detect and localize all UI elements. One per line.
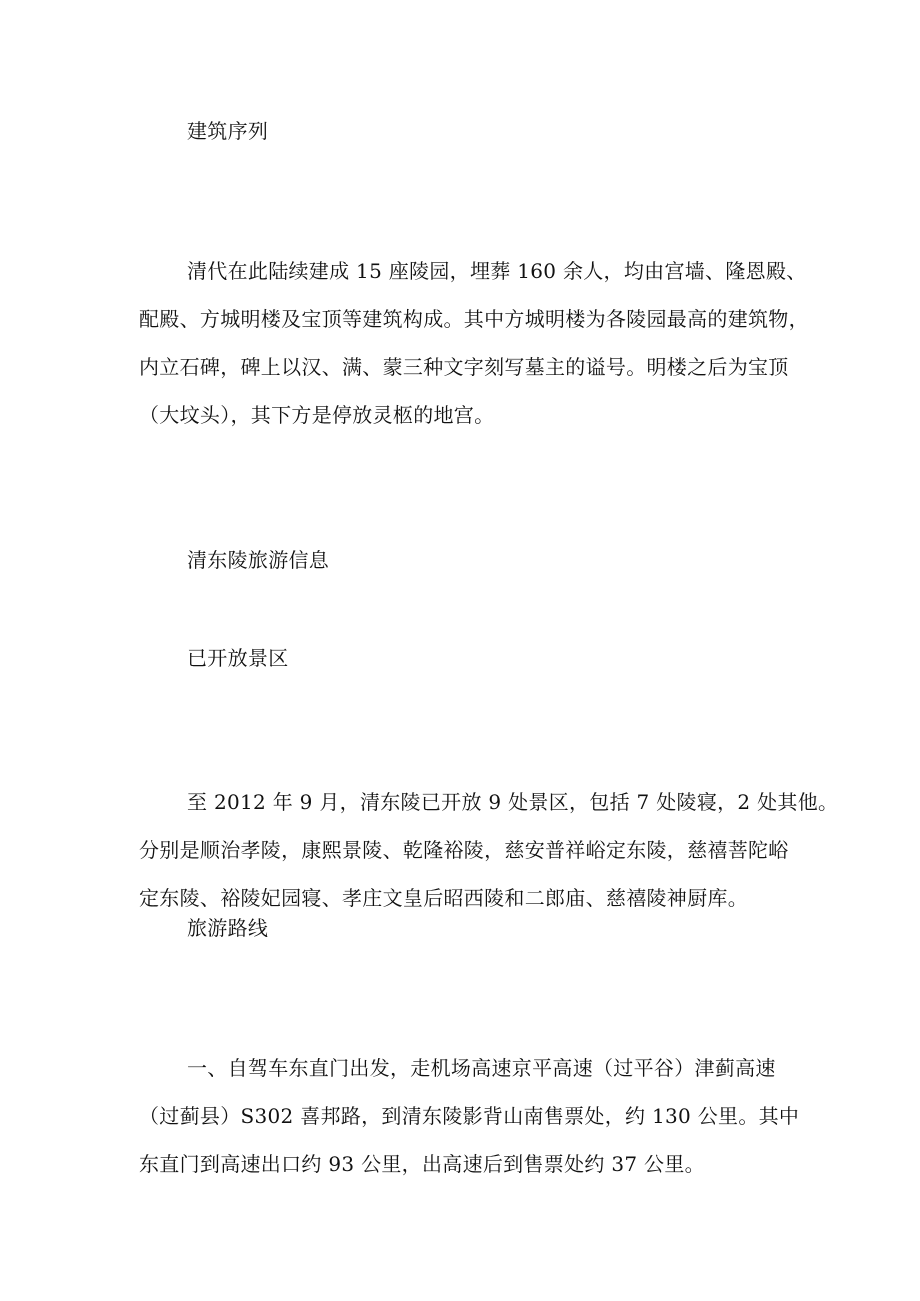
heading-route: 旅游路线 <box>187 916 269 940</box>
paragraph-line: （大坟头），其下方是停放灵柩的地宫。 <box>139 403 495 427</box>
paragraph-line: 分别是顺治孝陵，康熙景陵、乾隆裕陵，慈安普祥峪定东陵，慈禧菩陀峪 <box>139 838 789 862</box>
paragraph-line: （过蓟县）S302 喜邦路，到清东陵影背山南售票处，约 130 公里。其中 <box>139 1104 800 1128</box>
heading-open-areas: 已开放景区 <box>187 646 289 670</box>
paragraph-line: 至 2012 年 9 月，清东陵已开放 9 处景区，包括 7 处陵寝，2 处其他。 <box>187 790 839 814</box>
paragraph-line: 定东陵、裕陵妃园寝、孝庄文皇后昭西陵和二郎庙、慈禧陵神厨库。 <box>139 886 748 910</box>
paragraph-line: 东直门到高速出口约 93 公里，出高速后到售票处约 37 公里。 <box>139 1152 705 1176</box>
paragraph-line: 清代在此陆续建成 15 座陵园，埋葬 160 余人，均由宫墙、隆恩殿、 <box>187 259 807 283</box>
paragraph-line: 内立石碑，碑上以汉、满、蒙三种文字刻写墓主的谥号。明楼之后为宝顶 <box>139 355 789 379</box>
heading-tourism-info: 清东陵旅游信息 <box>187 548 330 572</box>
heading-architecture: 建筑序列 <box>187 119 269 143</box>
paragraph-line: 配殿、方城明楼及宝顶等建筑构成。其中方城明楼为各陵园最高的建筑物， <box>139 307 809 331</box>
paragraph-line: 一、自驾车东直门出发，走机场高速京平高速（过平谷）津蓟高速 <box>187 1056 776 1080</box>
